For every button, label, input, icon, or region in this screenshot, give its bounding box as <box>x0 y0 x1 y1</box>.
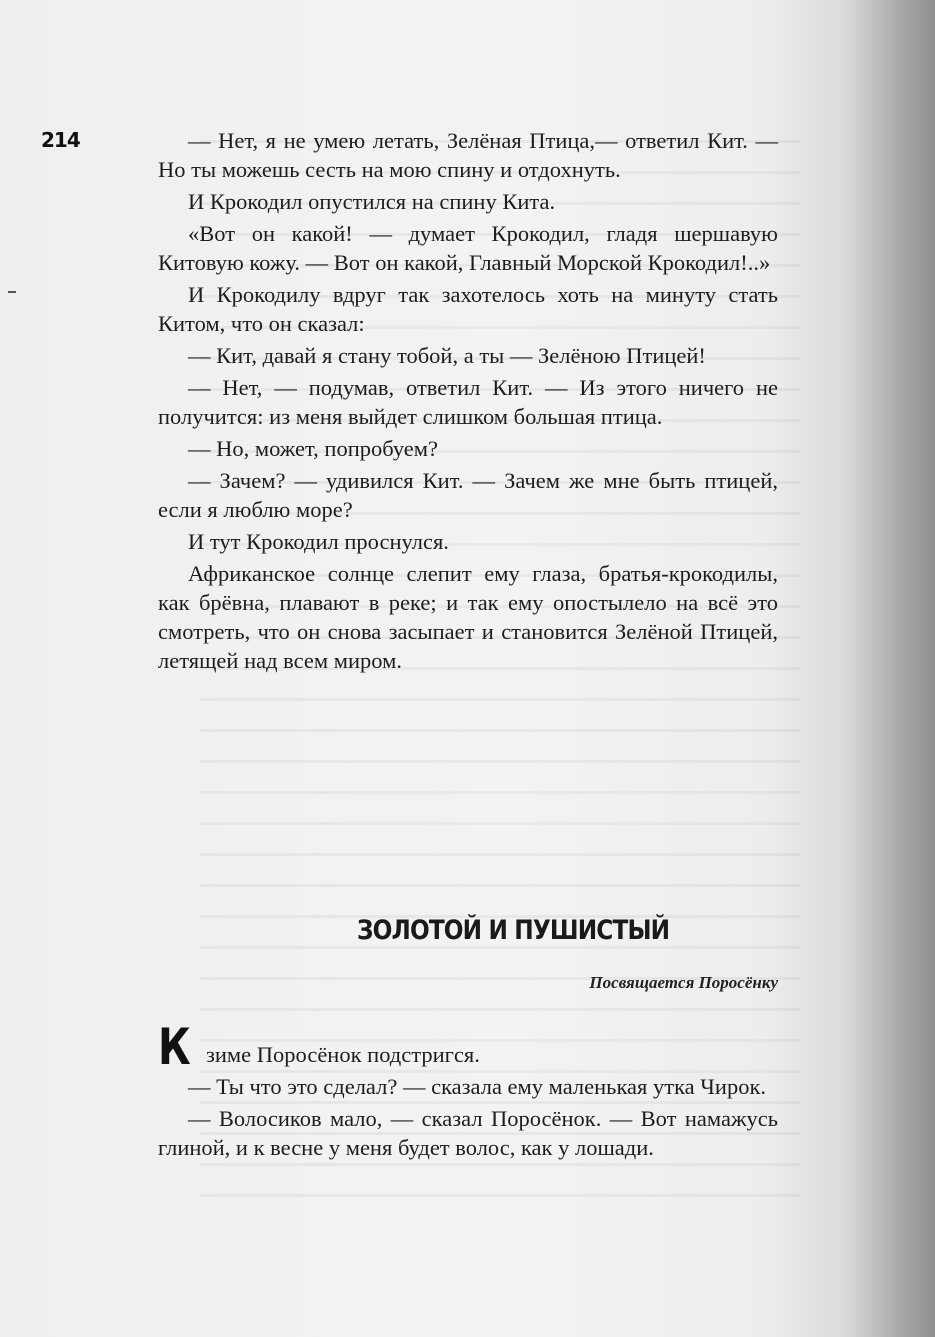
story-first-text: зиме Поросёнок подстригся. <box>206 1042 480 1067</box>
story-paragraph: — Ты что это сделал? — сказала ему маленькая утка Чирок. <box>188 1074 767 1099</box>
paragraph: — Но, может, попробуем? <box>188 436 439 461</box>
paragraph: — Зачем? — удивился Кит. — Зачем же мне быть птицей, если я люблю море? <box>158 468 778 522</box>
story-paragraph: — Волосиков мало, — сказал Поросёнок. — Вот намажусь глиной, и к весне у меня будет волос, как у лошади. <box>158 1106 778 1160</box>
page-number: 214 <box>41 128 80 152</box>
paragraph: И тут Крокодил проснулся. <box>188 529 449 554</box>
dedication: Посвящается Поросёнку <box>589 973 778 992</box>
story-first-paragraph <box>158 1018 778 1076</box>
section-heading <box>158 915 778 946</box>
drop-cap: К <box>158 1018 191 1076</box>
story-text <box>158 1018 778 1165</box>
gutter-shadow <box>840 0 935 1337</box>
paragraph: Африканское солнце слепит ему глаза, братья-крокодилы, как брёвна, плавают в реке; и так ему опостылело на всё это смотреть, что он снова засыпает и становится Зелёной Птицей, летящей над всем миром. <box>158 561 778 673</box>
paragraph: — Кит, давай я стану тобой, а ты — Зелёною Птицей! <box>188 343 706 368</box>
paragraph: — Нет, — подумав, ответил Кит. — Из этого ничего не получится: из меня выйдет слишком большая птица. <box>158 375 778 429</box>
paragraph: И Крокодилу вдруг так захотелось хоть на минуту стать Китом, что он сказал: <box>158 282 778 336</box>
paragraph: И Крокодил опустился на спину Кита. <box>188 189 556 214</box>
margin-mark <box>8 291 16 293</box>
main-text <box>158 126 778 678</box>
paragraph: «Вот он какой! — думает Крокодил, гладя шершавую Китовую кожу. — Вот он какой, Главный Морской Крокодил!..» <box>158 221 778 275</box>
section-title: ЗОЛОТОЙ И ПУШИСТЫЙ <box>357 915 670 946</box>
paragraph: — Нет, я не умею летать, Зелёная Птица,— ответил Кит. — Но ты можешь сесть на мою спину и отдохнуть. <box>158 128 778 182</box>
